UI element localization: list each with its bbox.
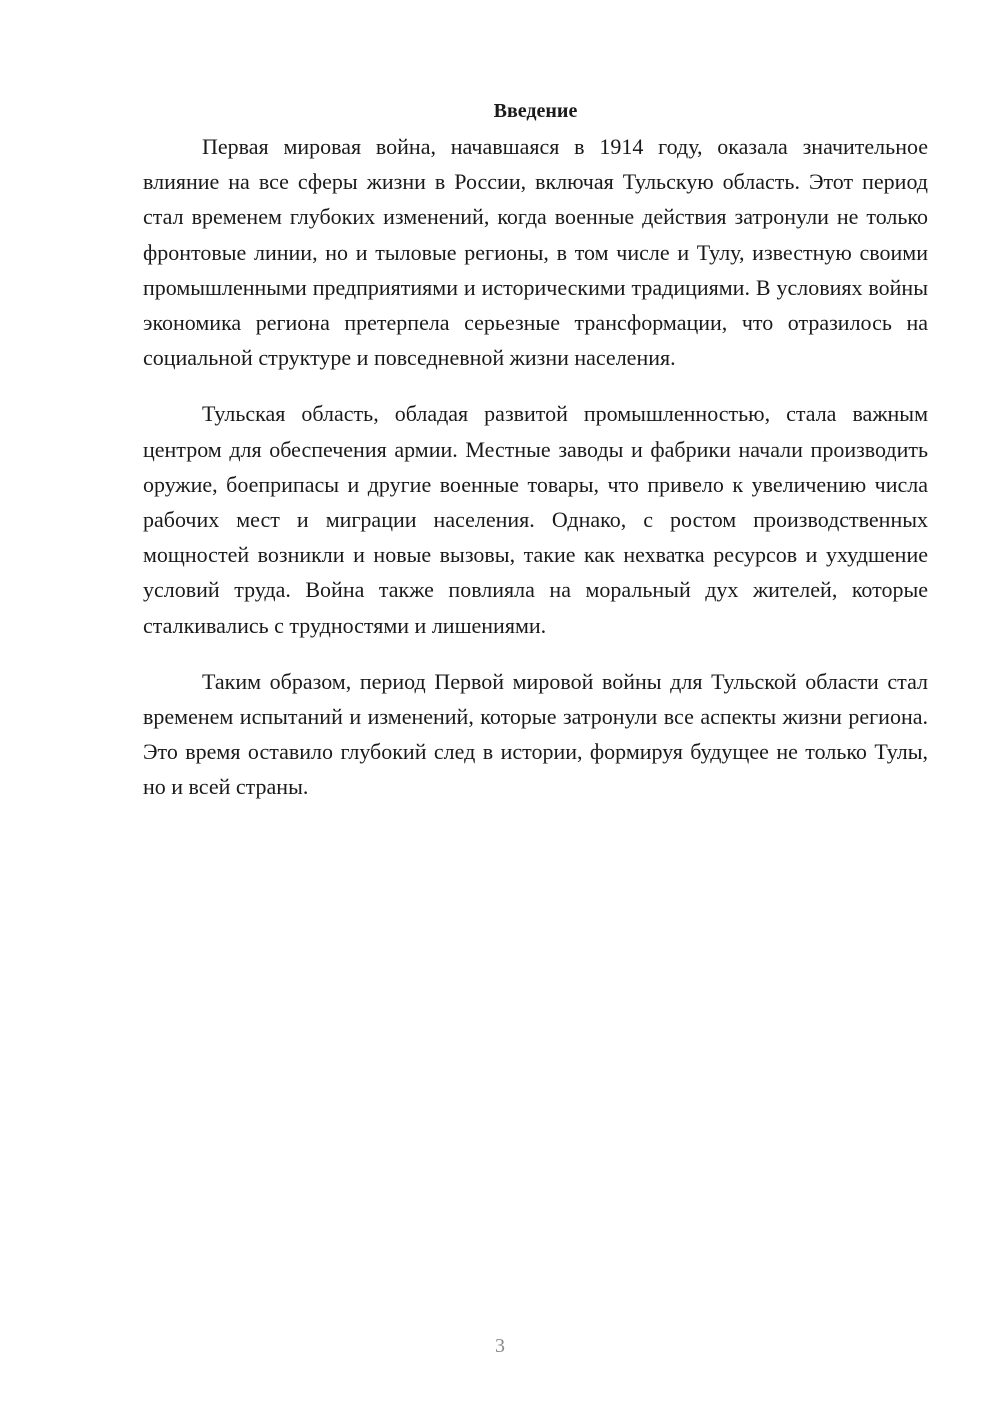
paragraph-2: Тульская область, обладая развитой промышленностью, стала важным центром для обеспечения армии. Местные заводы и фабрики начали производить оружие, боеприпасы и другие военные товары, что привело к увеличению числа рабочих мест и миграции населения. Однако, с ростом производственных мощностей возникли и новые вызовы, такие как нехватка ресурсов и ухудшение условий труда. Война также повлияла на моральный дух жителей, которые сталкивались с трудностями и лишениями. — [143, 401, 928, 638]
document-body — [143, 96, 928, 826]
paragraph-1: Первая мировая война, начавшаяся в 1914 году, оказала значительное влияние на все сферы жизни в России, включая Тульскую область. Этот период стал временем глубоких изменений, когда военные действия затронули не только фронтовые линии, но и тыловые регионы, в том числе и Тулу, известную своими промышленными предприятиями и историческими традициями. В условиях войны экономика региона претерпела серьезные трансформации, что отразилось на социальной структуре и повседневной жизни населения. — [143, 134, 928, 371]
section-heading: Введение — [493, 100, 578, 122]
paragraph-3: Таким образом, период Первой мировой войны для Тульской области стал временем испытаний и изменений, которые затронули все аспекты жизни региона. Это время оставило глубокий след в истории, формируя будущее не только Тулы, но и всей страны. — [143, 668, 928, 800]
page-number: 3 — [495, 1335, 505, 1357]
